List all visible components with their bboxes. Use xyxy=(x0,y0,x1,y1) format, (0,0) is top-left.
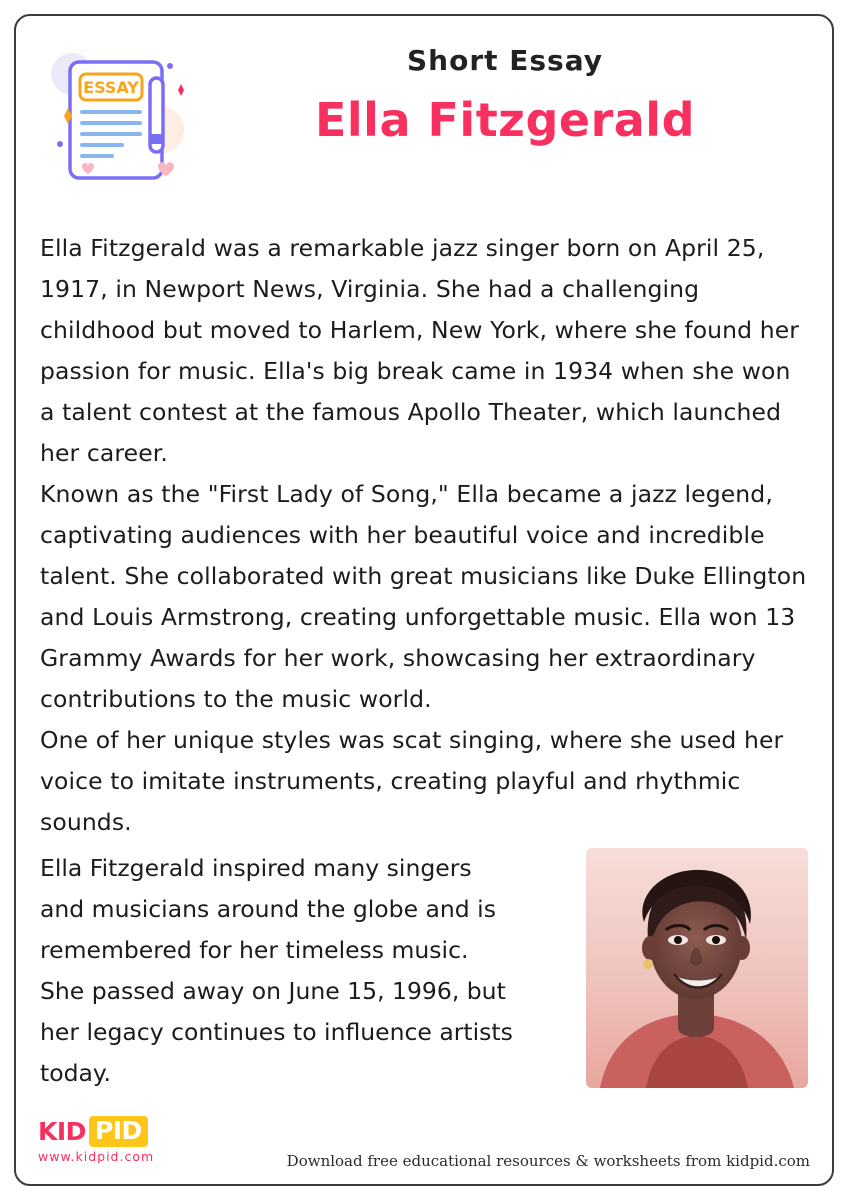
essay-paragraph-5: She passed away on June 15, 1996, but her legacy continues to influence artists today. xyxy=(40,977,513,1087)
essay-document-icon xyxy=(38,38,188,183)
essay-lower-text xyxy=(40,848,520,1094)
essay-paragraph-1: Ella Fitzgerald was a remarkable jazz singer born on April 25, 1917, in Newport News, Virginia. She had a challenging childhood but moved to Harlem, New York, where she found her passion for music. Ella's big break came in 1934 when she won a talent contest at the famous Apollo Theater, which launched her career. xyxy=(40,234,800,467)
header xyxy=(30,28,818,188)
worksheet-title: Ella Fitzgerald xyxy=(314,93,695,147)
logo-text-pid: PID xyxy=(89,1116,148,1147)
essay-lower-section xyxy=(40,848,808,1088)
essay-paragraph-2: Known as the "First Lady of Song," Ella became a jazz legend, captivating audiences with her beautiful voice and incredible talent. She collaborated with great musicians like Duke Ellington and Louis Armstrong, creating unforgettable music. Ella won 13 Grammy Awards for her work, showcasing her extraordinary contributions to the music world. xyxy=(40,480,807,713)
essay-paragraph-3: One of her unique styles was scat singing, where she used her voice to imitate instruments, creating playful and rhythmic sounds. xyxy=(40,726,784,836)
worksheet-subtitle: Short Essay xyxy=(406,44,604,77)
header-text-block xyxy=(200,44,810,147)
kidpid-logo[interactable] xyxy=(38,1116,188,1164)
essay-body xyxy=(40,228,808,843)
footer xyxy=(30,1116,818,1174)
footer-note: Download free educational resources & worksheets from kidpid.com xyxy=(286,1152,810,1170)
logo-text-kid: KID xyxy=(38,1116,86,1146)
essay-paragraph-4: Ella Fitzgerald inspired many singers and musicians around the globe and is remembered for her timeless music. xyxy=(40,854,496,964)
svg-text:ESSAY: ESSAY xyxy=(83,78,139,97)
ella-fitzgerald-portrait xyxy=(586,848,808,1088)
logo-url: www.kidpid.com xyxy=(38,1149,155,1164)
